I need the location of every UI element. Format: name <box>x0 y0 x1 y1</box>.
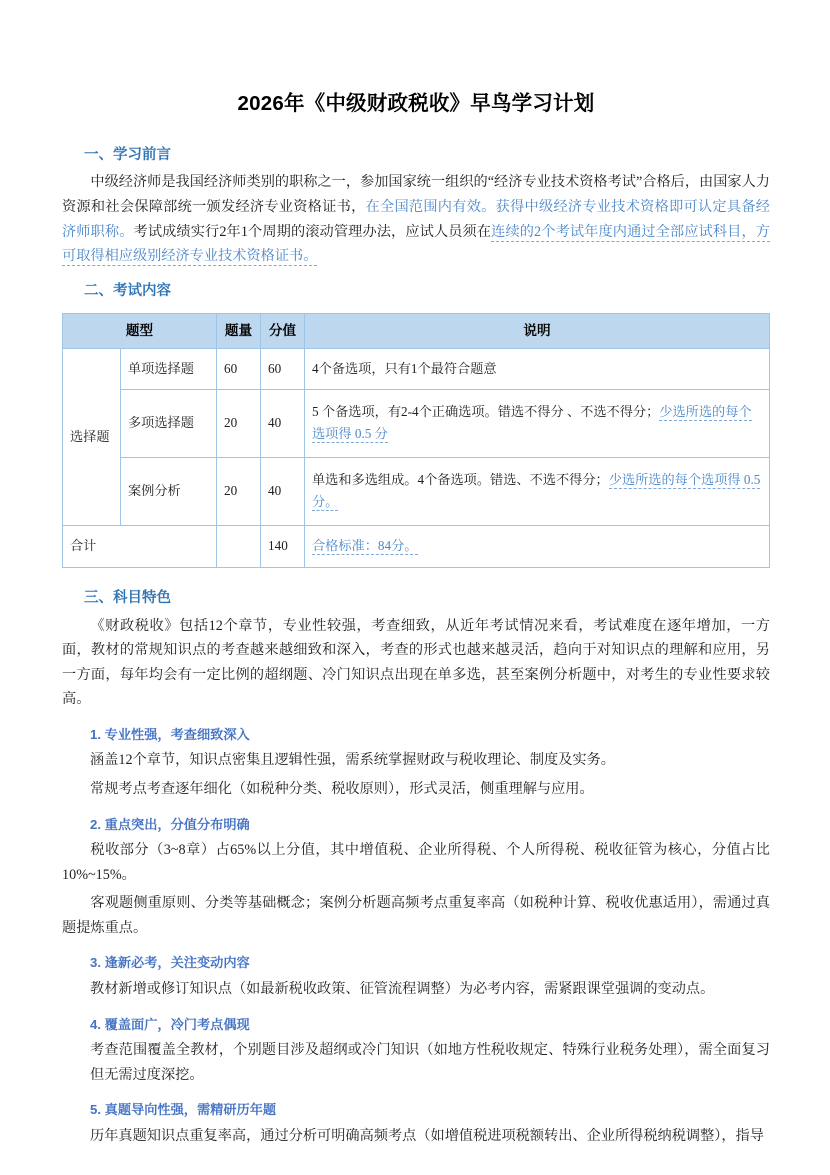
desc-plain: 5 个备选项，有2-4个正确选项。错选不得分 、不选不得分； <box>312 404 660 420</box>
desc-highlight: 合格标准：84分。 <box>312 538 418 554</box>
subsection-2-line-2: 客观题侧重原则、分类等基础概念；案例分析题高频考点重复率高（如税种计算、税收优惠适用），需通过真题提炼重点。 <box>62 895 770 936</box>
preface-highlight-3: 连续的2个考试年度内通过全部应试科目，方可取得相应级别经济专业技术资格证书。 <box>62 223 770 265</box>
desc-plain: 单选和多选组成。4个备选项。错选、不选不得分； <box>312 472 609 488</box>
table-cell-desc <box>305 457 770 525</box>
table-header-score: 分值 <box>261 313 305 348</box>
preface-highlight-2: 获得中级经济专业技术资格即可认定具备经济师职称。 <box>62 199 770 240</box>
table-row-total <box>63 525 770 567</box>
table-cell-total-score: 140 <box>261 525 305 567</box>
desc-plain: 4个备选项，只有1个最符合题意 <box>312 360 497 376</box>
section-heading-exam-content: 二、考试内容 <box>84 282 171 299</box>
table-cell-type: 多项选择题 <box>121 389 217 457</box>
subsection-heading-4: 4. 覆盖面广，冷门考点偶现 <box>90 1016 250 1032</box>
table-row <box>63 389 770 457</box>
table-cell-total-label: 合计 <box>63 525 217 567</box>
preface-text-part-2: 考试成绩实行2年1个周期的滚动管理办法，应试人员须在 <box>133 223 492 240</box>
section-heading-subject-features: 三、科目特色 <box>84 589 171 606</box>
table-header-count: 题量 <box>217 313 261 348</box>
exam-content-table <box>62 313 770 568</box>
table-cell-total-count <box>217 525 261 567</box>
table-header-row <box>63 313 770 348</box>
table-cell-score: 60 <box>261 348 305 389</box>
table-cell-count: 20 <box>217 389 261 457</box>
preface-text-part-1: 中级经济师是我国经济师类别的职称之一，参加国家统一组织的“经济专业技术资格考试”合格后，由国家人力资源和社会保障部统一颁发经济专业资格证书， <box>62 174 770 216</box>
subsection-5-line-1: 历年真题知识点重复率高，通过分析可明确高频考点（如增值税进项税额转出、企业所得税纳税调整），指导 <box>90 1127 764 1144</box>
table-cell-desc <box>305 389 770 457</box>
preface-highlight-1: 在全国范围内有效。 <box>365 199 496 216</box>
subsection-4-line-1: 考查范围覆盖全教材，个别题目涉及超纲或冷门知识（如地方性税收规定、特殊行业税务处理），需全面复习但无需过度深挖。 <box>90 1042 770 1083</box>
preface-paragraph <box>62 170 770 268</box>
section-heading-preface: 一、学习前言 <box>84 146 171 163</box>
subsection-1-line-1: 涵盖12个章节，知识点密集且逻辑性强，需系统掌握财政与税收理论、制度及实务。 <box>90 752 615 769</box>
subsection-heading-5: 5. 真题导向性强，需精研历年题 <box>90 1102 277 1118</box>
table-cell-score: 40 <box>261 457 305 525</box>
subsection-heading-2: 2. 重点突出，分值分布明确 <box>90 816 250 832</box>
page-title: 2026年《中级财政税收》早鸟学习计划 <box>237 92 595 115</box>
table-row <box>63 348 770 389</box>
subject-intro-paragraph: 《财政税收》包括12个章节，专业性较强，考查细致，从近年考试情况来看，考试难度在逐年增加，一方面，教材的常规知识点的考查越来越细致和深入，考查的形式也越来越灵活，趋向于对知识点的理解和应用，另一方面，每年均会有一定比例的超纲题、冷门知识点出现在单多选，甚至案例分析题中，对考生的专业性要求较高。 <box>62 617 770 708</box>
desc-highlight: 少选所选的每个选项得 0.5 分 <box>312 404 752 442</box>
desc-highlight: 少选所选的每个选项得 0.5 分。 <box>312 472 761 510</box>
subsection-heading-1: 1. 专业性强，考查细致深入 <box>90 726 250 742</box>
table-cell-count: 60 <box>217 348 261 389</box>
table-cell-type: 案例分析 <box>121 457 217 525</box>
subsection-heading-3: 3. 逢新必考，关注变动内容 <box>90 955 250 971</box>
table-header-desc: 说明 <box>305 313 770 348</box>
subsection-3-line-1: 教材新增或修订知识点（如最新税收政策、征管流程调整）为必考内容，需紧跟课堂强调的变动点。 <box>90 980 715 997</box>
table-row <box>63 457 770 525</box>
table-header-type: 题型 <box>63 313 217 348</box>
subsection-2-line-1: 税收部分（3~8章）占65%以上分值，其中增值税、企业所得税、个人所得税、税收征管为核心，分值占比10%~15%。 <box>62 842 770 883</box>
table-cell-total-desc <box>305 525 770 567</box>
subsection-1-line-2: 常规考点考查逐年细化（如税种分类、税收原则），形式灵活，侧重理解与应用。 <box>90 781 594 797</box>
table-cell-desc <box>305 348 770 389</box>
table-cell-type: 单项选择题 <box>121 348 217 389</box>
table-cell-score: 40 <box>261 389 305 457</box>
table-cell-group-label: 选择题 <box>63 348 121 525</box>
table-cell-count: 20 <box>217 457 261 525</box>
